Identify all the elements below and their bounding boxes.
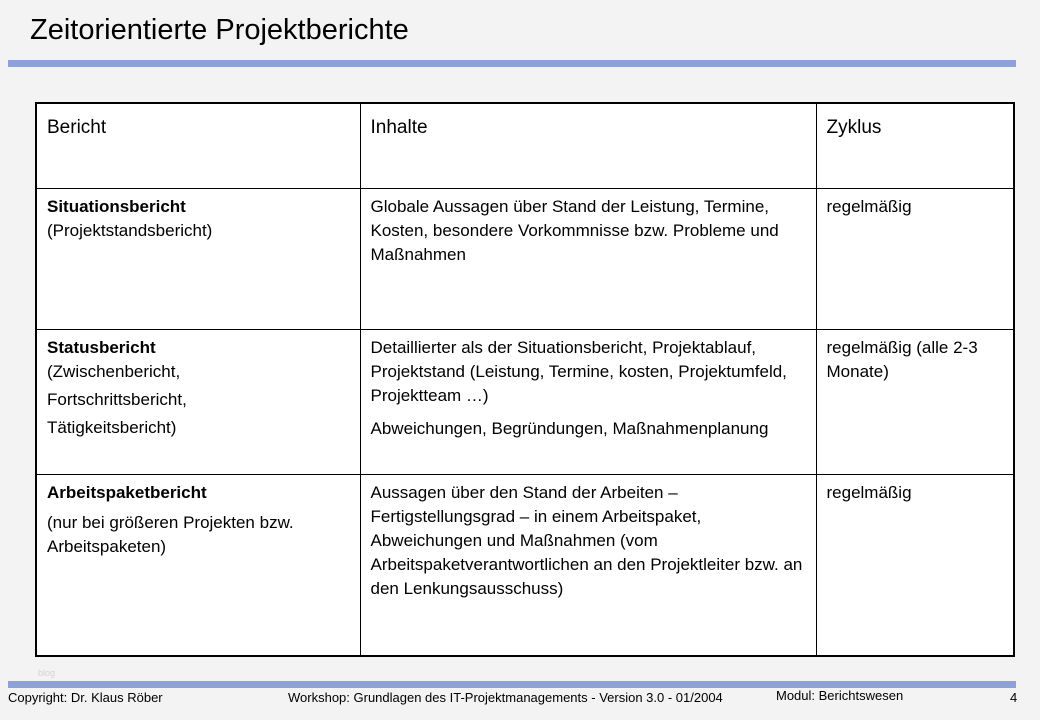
report-name: Situationsbericht — [47, 197, 186, 216]
report-table — [35, 102, 1015, 657]
header-inhalte: Inhalte — [360, 103, 816, 189]
report-content: Detaillierter als der Situationsbericht, Projektablauf, Projektstand (Leistung, Termine, kosten, Projektumfeld, Projektteam …) — [370, 338, 787, 405]
report-content-cell — [360, 189, 816, 330]
header-zyklus: Zyklus — [816, 103, 1014, 189]
report-name: Statusbericht — [47, 338, 156, 357]
report-cycle: regelmäßig (alle 2-3 Monate) — [826, 338, 978, 381]
footer-module: Modul: Berichtswesen — [776, 688, 904, 703]
report-content: Globale Aussagen über Stand der Leistung, Termine, Kosten, besondere Vorkommnisse bzw. Probleme und Maßnahmen — [370, 197, 779, 264]
table-row — [36, 189, 1014, 330]
report-content: Abweichungen, Begründungen, Maßnahmenplanung — [370, 419, 769, 438]
footer-copyright: Copyright: Dr. Klaus Röber — [8, 690, 163, 705]
report-cycle: regelmäßig — [826, 483, 912, 502]
page-number: 4 — [1010, 690, 1018, 705]
report-alias: (Projektstandsbericht) — [47, 221, 213, 240]
report-content: Aussagen über den Stand der Arbeiten – Fertigstellungsgrad – in einem Arbeitspaket, Abweichungen und Maßnahmen (vom Arbeitspaketverantwortlichen an den Projektleiter bzw. an den Lenkungsausschuss) — [370, 483, 803, 598]
report-name-cell — [36, 475, 360, 657]
report-cycle-cell — [816, 189, 1014, 330]
watermark: blog — [38, 668, 56, 678]
report-name-cell — [36, 189, 360, 330]
table-header-row — [36, 103, 1014, 189]
report-content-cell — [360, 330, 816, 475]
report-name: Arbeitspaketbericht — [47, 483, 207, 502]
table-row — [36, 330, 1014, 475]
header-bericht: Bericht — [36, 103, 360, 189]
report-alias: (Zwischenbericht, — [47, 362, 181, 381]
report-alias: Fortschrittsbericht, — [47, 390, 187, 409]
footer-divider — [8, 681, 1016, 688]
footer-workshop: Workshop: Grundlagen des IT-Projektmanagements - Version 3.0 - 01/2004 — [288, 690, 723, 705]
report-alias: (nur bei größeren Projekten bzw. Arbeitspaketen) — [47, 513, 294, 556]
report-cycle: regelmäßig — [826, 197, 912, 216]
report-alias: Tätigkeitsbericht) — [47, 418, 177, 437]
table-row — [36, 475, 1014, 657]
slide-title: Zeitorientierte Projektberichte — [30, 14, 409, 46]
report-content-cell — [360, 475, 816, 657]
report-cycle-cell — [816, 475, 1014, 657]
title-divider — [8, 60, 1016, 67]
report-name-cell — [36, 330, 360, 475]
report-cycle-cell — [816, 330, 1014, 475]
